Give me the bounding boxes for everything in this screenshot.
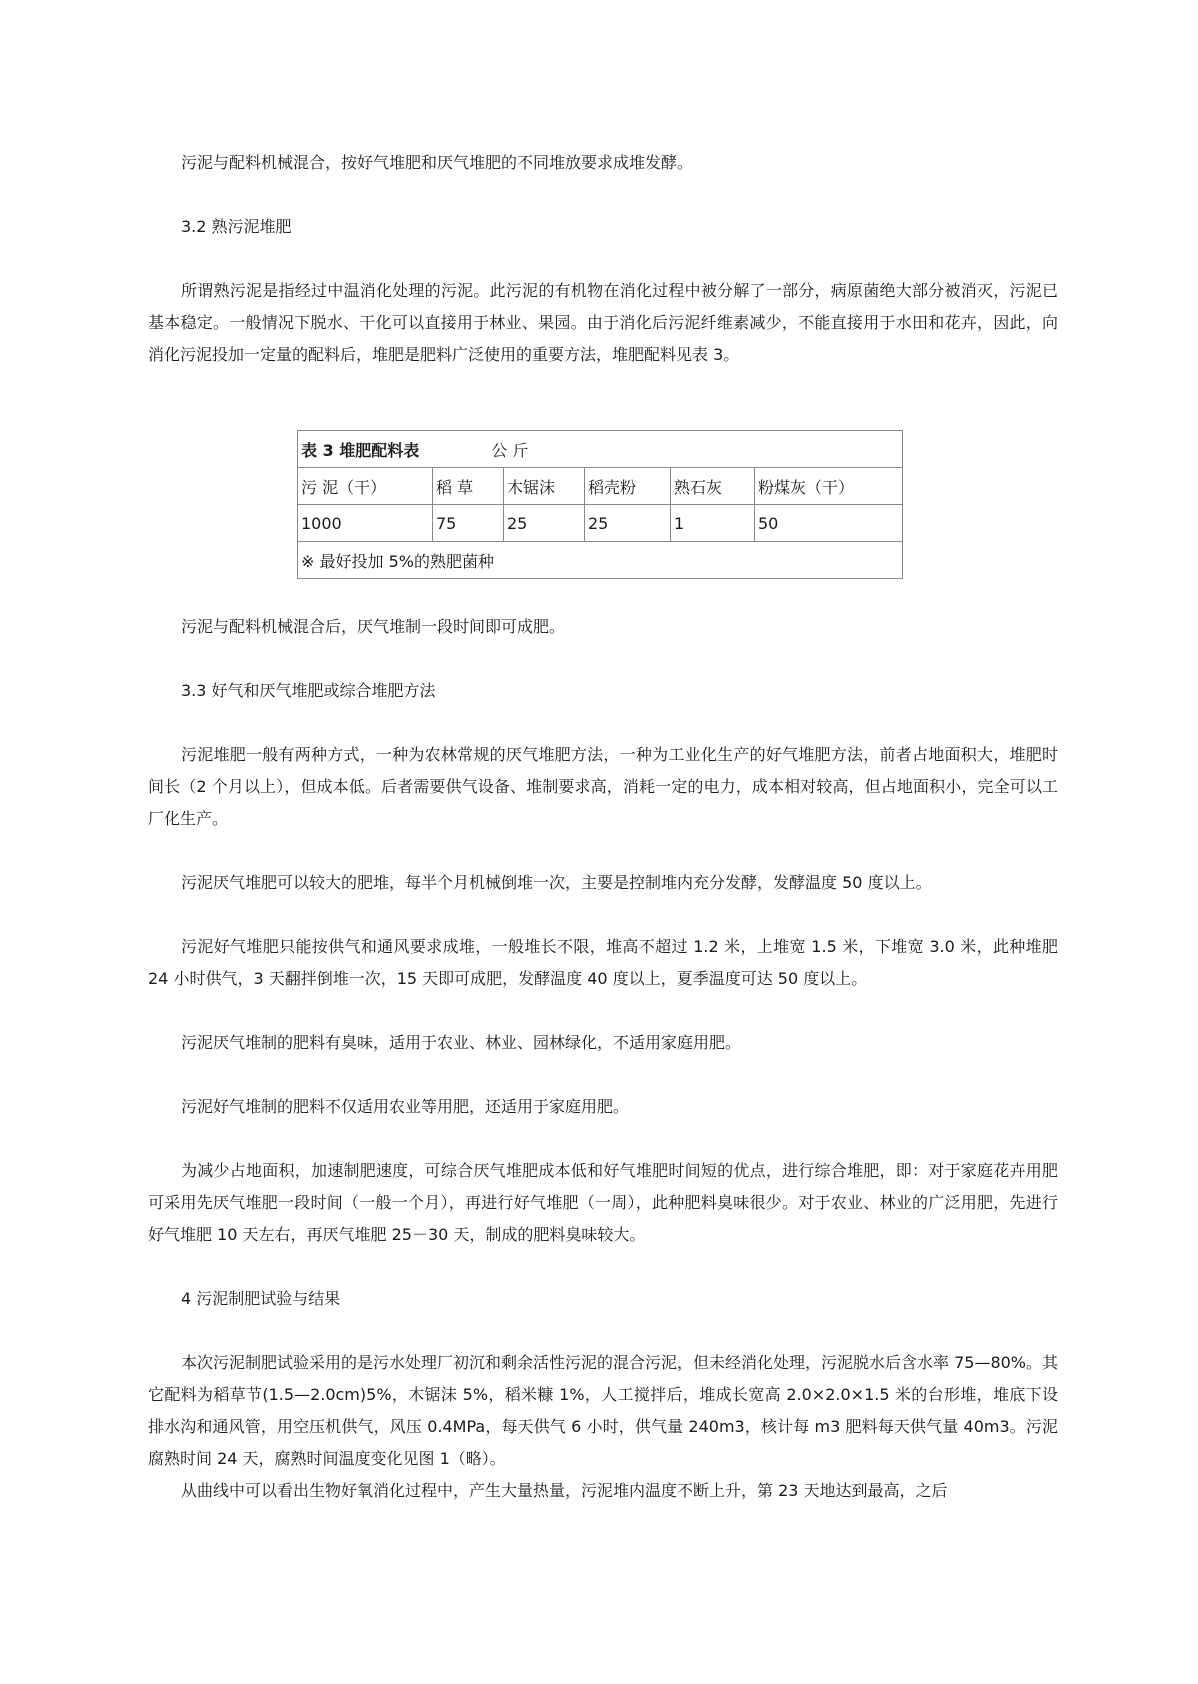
paragraph-text: 污泥堆肥一般有两种方式，一种为农林常规的厌气堆肥方法，一种为工业化生产的好气堆肥方法，前者占地面积大，堆肥时间长（2 个月以上），但成本低。后者需要供气设备、堆制要求高，消耗一定的 [148, 745, 1058, 796]
paragraph-text: 污泥厌气堆肥可以较大的肥堆，每半个月机械倒堆一次，主要是 [181, 873, 630, 892]
heading-3-2: 3.2 熟污泥堆肥 [181, 217, 292, 236]
paragraph-aerobic-use: 污泥好气堆制的肥料不仅适用农业等用肥，还适用于家庭用肥。 [181, 1097, 630, 1116]
paragraph-cooked-sludge: 所谓熟污泥是指经过中温消化处理的污泥。此污泥的有机物在消化过程中被分解了一部分，病原菌绝大部分被消灭，污泥已基本稳定。一般情况下脱水、干化可以直接用于林业、果园。由于消化后污泥纤维素减少，不能直接用于水田和花卉，因此，向消化污泥投加一定量的配料后，堆肥是肥料广泛使用的重要方法，堆肥配料见表 3。 [148, 281, 1058, 364]
heading-3-3: 3.3 好气和厌气堆肥或综合堆肥方法 [181, 681, 436, 700]
paragraph-text: 堆内充分发酵，发酵温度 50 度以上。 [661, 873, 932, 892]
link-control[interactable]: 控制 [629, 873, 662, 892]
table-caption: 表 3 堆肥配料表 [301, 440, 420, 460]
table-compost-ingredients [297, 430, 903, 579]
paragraph-curve: 从曲线中可以看出生物好氧消化过程中，产生大量热量，污泥堆内温度不断上升，第 23 天地达到最高，之后 [181, 1481, 948, 1500]
paragraph-text: ，成本相对较高，但占地面积小，完全可以工厂化生产。 [148, 777, 1058, 828]
table-header-cell: 污 泥（干） [298, 468, 433, 505]
table-header-cell: 木锯沫 [504, 468, 585, 505]
table-header-cell: 稻 草 [433, 468, 504, 505]
link-electricity[interactable]: 电力 [703, 777, 736, 796]
table-cell: 50 [755, 505, 903, 542]
table-header-row [298, 468, 903, 505]
paragraph-experiment: 本次污泥制肥试验采用的是污水处理厂初沉和剩余活性污泥的混合污泥，但未经消化处理，污泥脱水后含水率 75—80%。其它配料为稻草节(1.5—2.0cm)5%，木锯沫 5%，稻米糠 1%，人工搅拌后，堆成长宽高 2.0×2.0×1.5 米的台形堆，堆底下设排水沟和通风管，用空压机供气，风压 0.4MPa，每天供气 6 小时，供气量 240m3，核计每 m3 肥料每天供气量 40m3。污泥腐熟时间 24 天，腐熟时间温度变化见图 1（略）。 [148, 1353, 1059, 1468]
paragraph-anaerobic-odor: 污泥厌气堆制的肥料有臭味，适用于农业、林业、园林绿化，不适用家庭用肥。 [181, 1033, 742, 1052]
paragraph-combined-compost: 为减少占地面积，加速制肥速度，可综合厌气堆肥成本低和好气堆肥时间短的优点，进行综合堆肥，即：对于家庭花卉用肥可采用先厌气堆肥一段时间（一般一个月），再进行好气堆肥（一周），此种肥料臭味很少。对于农业、林业的广泛用肥，先进行好气堆肥 10 天左右，再厌气堆肥 25－30 天，制成的肥料臭味较大。 [148, 1161, 1058, 1244]
paragraph-mixing: 污泥与配料机械混合，按好气堆肥和厌气堆肥的不同堆放要求成堆发酵。 [181, 153, 694, 172]
table-note-row [298, 542, 903, 579]
table-caption-cell [298, 431, 903, 468]
table-note: ※ 最好投加 5%的熟肥菌种 [298, 542, 903, 579]
paragraph-anaerobic-mix: 污泥与配料机械混合后，厌气堆制一段时间即可成肥。 [181, 617, 566, 636]
table-cell: 1 [671, 505, 755, 542]
table-unit: 公 斤 [491, 440, 529, 460]
table-cell: 1000 [298, 505, 433, 542]
paragraph-aerobic-compost: 污泥好气堆肥只能按供气和通风要求成堆，一般堆长不限，堆高不超过 1.2 米，上堆宽 1.5 米，下堆宽 3.0 米，此种堆肥 24 小时供气，3 天翻拌倒堆一次，15 天即可成肥，发酵温度 40 度以上，夏季温度可达 50 度以上。 [148, 937, 1058, 988]
table-header-cell: 稻壳粉 [585, 468, 671, 505]
table-cell: 25 [585, 505, 671, 542]
table-caption-row [298, 431, 903, 468]
table-row [298, 505, 903, 542]
paragraph-anaerobic-compost [148, 867, 1058, 899]
table-cell: 25 [504, 505, 585, 542]
table-header-cell: 粉煤灰（干） [755, 468, 903, 505]
heading-4: 4 污泥制肥试验与结果 [181, 1289, 341, 1308]
table-cell: 75 [433, 505, 504, 542]
paragraph-two-methods [148, 739, 1058, 835]
table-header-cell: 熟石灰 [671, 468, 755, 505]
